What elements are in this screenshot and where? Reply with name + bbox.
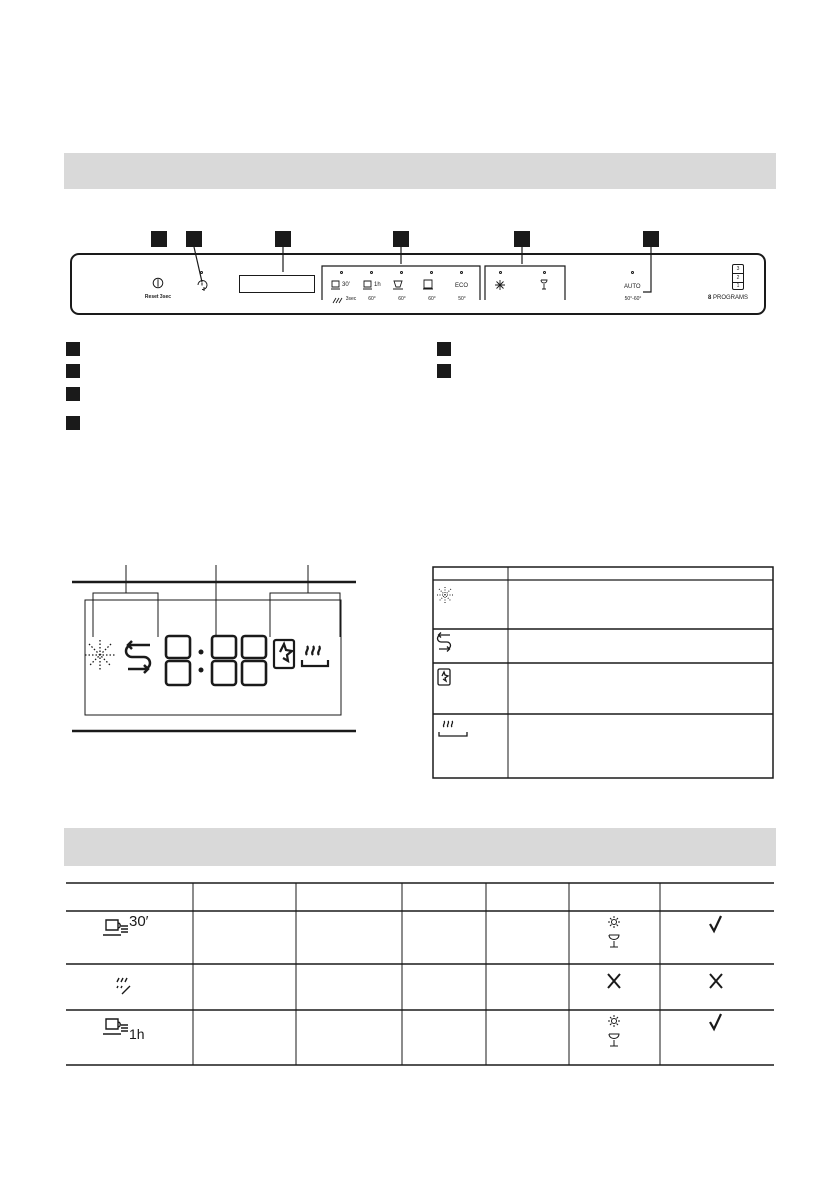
- display-diagram: [70, 560, 360, 740]
- auto-label: AUTO: [624, 284, 641, 290]
- program-table: [66, 882, 776, 1068]
- stack-number-3: 3: [733, 265, 743, 274]
- display-window: [239, 275, 315, 293]
- table-regeneration-icon: [438, 633, 451, 652]
- legend-marker-3: [66, 387, 80, 401]
- program-led-3: [400, 271, 403, 274]
- program-led-1: [340, 271, 343, 274]
- symbols-table: [432, 566, 774, 780]
- legend-marker-2: [66, 364, 80, 378]
- program-1-temp: 3sec: [345, 296, 357, 302]
- program-5-temp: 50°: [458, 296, 466, 302]
- stack-number-1: 1: [736, 283, 740, 289]
- legend-marker-5: [437, 342, 451, 356]
- program-2-label: 1h: [374, 282, 381, 288]
- rinse-aid-sparkle-icon: [85, 640, 115, 670]
- option-icons: [495, 279, 555, 291]
- program-2-temp: 60°: [368, 296, 376, 302]
- program-1-label: 30′: [342, 282, 350, 288]
- delay-led: [200, 271, 203, 274]
- program-3-temp: 60°: [398, 296, 406, 302]
- programs-count: 8: [708, 295, 712, 301]
- legend-marker-1: [66, 342, 80, 356]
- dispenser-icon: [274, 640, 294, 668]
- auto-temp: 50°-60°: [624, 296, 642, 302]
- legend-marker-4: [66, 416, 80, 430]
- power-icon[interactable]: [152, 277, 164, 289]
- section-header-band-2: [64, 828, 776, 866]
- program-led-4: [430, 271, 433, 274]
- row-3-cup-icon: [103, 1019, 128, 1034]
- table-sparkle-icon: [437, 587, 453, 603]
- row-1-sun-glass-icon: [608, 916, 620, 947]
- programs-caption: [708, 295, 748, 301]
- row-2-cross-icon-col6: [608, 974, 620, 988]
- delay-start-icon[interactable]: [195, 278, 209, 292]
- row-1-program-label: 30′: [129, 913, 149, 930]
- table-drying-icon: [439, 721, 467, 736]
- programs-stack-icon: [732, 264, 744, 290]
- reset-label: Reset 3sec: [144, 294, 172, 300]
- program-5-label: ECO: [455, 283, 469, 289]
- option-led-1: [499, 271, 502, 274]
- row-1-cup-icon: [103, 920, 128, 935]
- drying-icon: [302, 646, 328, 666]
- row-3-check-icon: [710, 1014, 721, 1029]
- row-2-prewash-icon: [117, 978, 130, 994]
- row-3-sun-glass-icon: [608, 1015, 620, 1046]
- row-3-program-label: 1h: [129, 1026, 145, 1042]
- programs-word: PROGRAMS: [713, 295, 749, 301]
- stack-number-2: 2: [733, 274, 743, 283]
- program-led-2: [370, 271, 373, 274]
- legend-marker-6: [437, 364, 451, 378]
- colon-dot-top: [199, 650, 204, 655]
- colon-dot-bottom: [199, 668, 204, 673]
- auto-led: [631, 271, 634, 274]
- row-1-check-icon: [710, 916, 721, 931]
- option-led-2: [543, 271, 546, 274]
- row-2-cross-icon-col7: [710, 974, 722, 988]
- seven-segment-digits: [166, 636, 266, 685]
- program-4-temp: 60°: [428, 296, 436, 302]
- program-led-5: [460, 271, 463, 274]
- regeneration-icon: [126, 641, 150, 673]
- table-dispenser-icon: [438, 669, 450, 685]
